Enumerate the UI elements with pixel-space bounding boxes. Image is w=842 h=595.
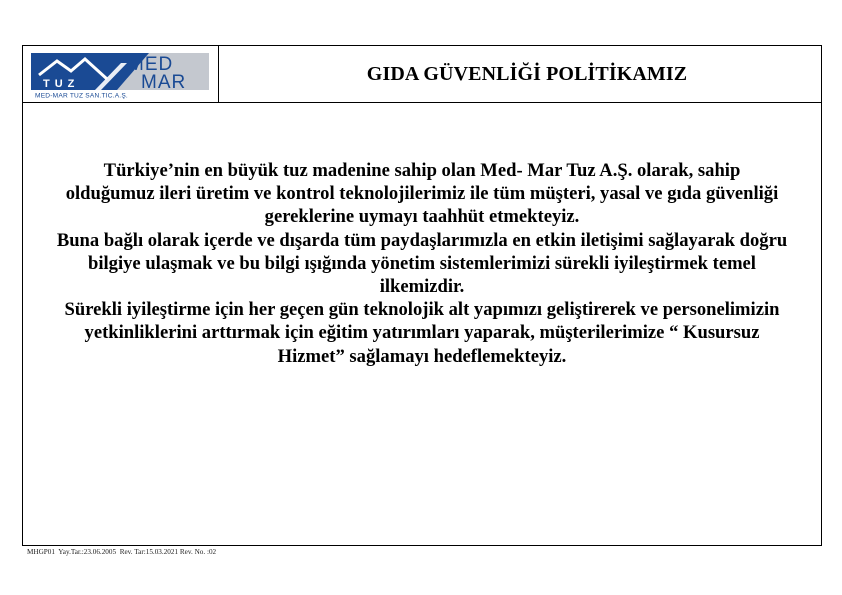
policy-line: olduğumuz ileri üretim ve kontrol teknolojilerimiz ile tüm müşteri, yasal ve gıda güvenliği [65, 183, 779, 205]
company-logo [31, 53, 209, 99]
med-mar-logo-icon [31, 53, 209, 99]
policy-line: Türkiye’nin en büyük tuz madenine sahip olan Med- Mar Tuz A.Ş. olarak, sahip [103, 160, 741, 181]
doc-code: MHGP01 [27, 548, 55, 556]
logo-cell [23, 46, 219, 102]
publish-date: Yay.Tar.:23.06.2005 [58, 548, 117, 556]
policy-line: ilkemizdir. [379, 276, 465, 298]
policy-line: bilgiye ulaşmak ve bu bilgi ışığında yönetim sistemlerimizi sürekli iyileştirmek temel [88, 252, 756, 274]
title-cell [219, 46, 821, 102]
revision-number: Rev. No. :02 [179, 548, 217, 556]
svg-text:MED-MAR TUZ SAN.TIC.A.Ş.: MED-MAR TUZ SAN.TIC.A.Ş. [35, 92, 128, 99]
policy-line: yetkinliklerini arttırmak için eğitim yatırımları yaparak, müşterilerimize “ Kusursuz [84, 322, 760, 344]
policy-line: Sürekli iyileştirme için her geçen gün teknolojik alt yapımızı geliştirerek ve personelimizin [64, 299, 780, 321]
svg-text:MED: MED [128, 54, 174, 75]
page-title: GIDA GÜVENLİĞİ POLİTİKAMIZ [366, 62, 688, 85]
svg-text:TUZ: TUZ [43, 78, 80, 90]
policy-line: Buna bağlı olarak içerde ve dışarda tüm paydaşlarımızla en etkin iletişimi sağlayarak doğru [56, 229, 788, 251]
revision-date: Rev. Tar:15.03.2021 [119, 548, 179, 556]
svg-text:MAR: MAR [141, 72, 187, 93]
policy-line: Hizmet” sağlamayı hedeflemekteyiz. [277, 345, 567, 367]
policy-line: gereklerine uymayı taahhüt etmekteyiz. [264, 206, 580, 228]
document-header [23, 46, 821, 103]
document-frame [22, 45, 822, 546]
policy-text [23, 159, 821, 368]
document-footer [27, 548, 216, 556]
